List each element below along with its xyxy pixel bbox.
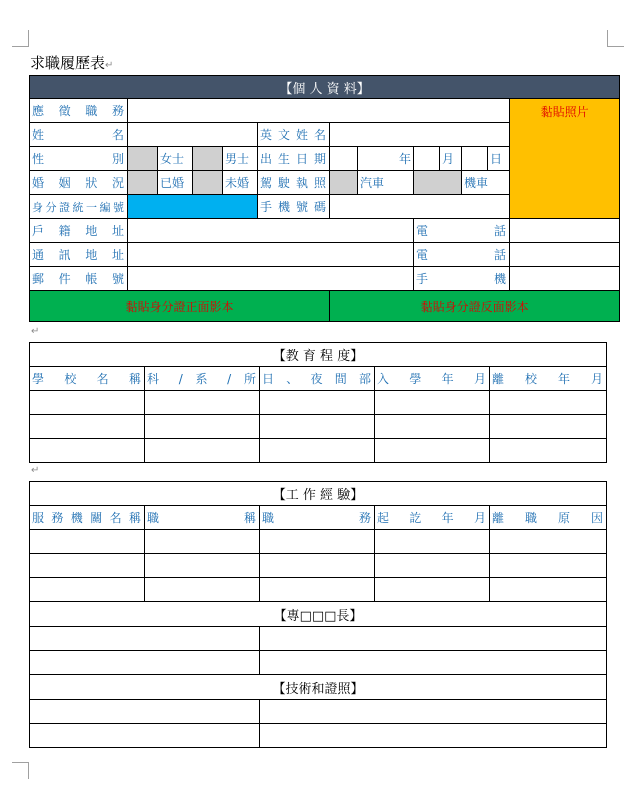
edu-col-leave-date: 離 校 年 月 (490, 367, 607, 391)
document-title-text: 求職履歷表 (30, 54, 106, 72)
married-label: 已婚 (158, 171, 193, 195)
table-cell[interactable] (30, 439, 145, 463)
work-col-duty: 職 務 (260, 506, 375, 530)
table-cell[interactable] (260, 530, 375, 554)
table-cell[interactable] (30, 578, 145, 602)
table-row (30, 578, 607, 602)
table-cell[interactable] (490, 391, 607, 415)
table-cell[interactable] (260, 415, 375, 439)
name-field[interactable] (128, 123, 258, 147)
id-front-label: 黏貼身分證正面影本 (125, 299, 234, 314)
table-row (30, 724, 607, 748)
cell-label: 手 機 (414, 267, 510, 291)
work-col-period: 起 訖 年 月 (375, 506, 490, 530)
table-cell[interactable] (375, 578, 490, 602)
female-checkbox[interactable] (128, 147, 158, 171)
education-table (29, 342, 607, 463)
table-cell[interactable] (490, 578, 607, 602)
table-cell[interactable] (490, 530, 607, 554)
skills-cell[interactable] (260, 724, 607, 748)
email-label: 郵 件 帳 號 (30, 267, 128, 291)
personal-section-header: 【個 人 資 料】 (30, 76, 620, 99)
skills-cell[interactable] (30, 700, 260, 724)
table-cell[interactable] (375, 415, 490, 439)
id-number-label: 身分證統一編號 (30, 195, 128, 219)
education-section-header: 【教 育 程 度】 (30, 343, 607, 367)
table-cell[interactable] (145, 439, 260, 463)
table-cell[interactable] (260, 554, 375, 578)
marital-label: 婚 姻 狀 況 (30, 171, 128, 195)
edu-col-department: 科 / 系 / 所 (145, 367, 260, 391)
table-cell[interactable] (490, 439, 607, 463)
table-cell[interactable] (145, 415, 260, 439)
skills-cell[interactable] (30, 724, 260, 748)
specialty-cell[interactable] (260, 651, 607, 675)
specialty-cell[interactable] (30, 627, 260, 651)
male-label: 男士 (223, 147, 258, 171)
motorcycle-checkbox[interactable] (414, 171, 462, 195)
birth-month-field[interactable] (414, 147, 440, 171)
table-cell[interactable] (375, 391, 490, 415)
female-label: 女士 (158, 147, 193, 171)
id-front-area[interactable] (30, 291, 330, 322)
cell-field[interactable] (510, 267, 620, 291)
specialty-cell[interactable] (260, 627, 607, 651)
mail-address-field[interactable] (128, 243, 414, 267)
table-cell[interactable] (490, 415, 607, 439)
document-title[interactable] (30, 52, 113, 73)
edu-col-school: 學 校 名 稱 (30, 367, 145, 391)
car-label: 汽車 (358, 171, 414, 195)
page-corner-mark (607, 30, 624, 47)
birthday-label: 出 生 日 期 (258, 147, 330, 171)
work-experience-table (29, 481, 607, 748)
car-checkbox[interactable] (330, 171, 358, 195)
id-number-field[interactable] (128, 195, 258, 219)
work-col-organization: 服 務 機 關 名 稱 (30, 506, 145, 530)
birth-month-unit: 月 (440, 147, 462, 171)
personal-info-table (29, 75, 620, 322)
edu-col-enroll-date: 入 學 年 月 (375, 367, 490, 391)
table-cell[interactable] (260, 439, 375, 463)
unmarried-label: 未婚 (223, 171, 258, 195)
table-row (30, 530, 607, 554)
mail-address-label: 通 訊 地 址 (30, 243, 128, 267)
birth-day-unit: 日 (488, 147, 510, 171)
phone2-field[interactable] (510, 243, 620, 267)
table-cell[interactable] (375, 530, 490, 554)
skills-section-header: 【技術和證照】 (30, 675, 607, 700)
phone1-label: 電 話 (414, 219, 510, 243)
registered-address-label: 戶 籍 地 址 (30, 219, 128, 243)
paragraph-mark: ↵ (31, 465, 40, 476)
table-cell[interactable] (30, 391, 145, 415)
mobile-label: 手 機 號 碼 (258, 195, 330, 219)
id-back-label: 黏貼身分證反面影本 (420, 299, 529, 314)
birth-day-field[interactable] (462, 147, 488, 171)
phone1-field[interactable] (510, 219, 620, 243)
table-cell[interactable] (375, 439, 490, 463)
table-row (30, 391, 607, 415)
table-cell[interactable] (30, 415, 145, 439)
birth-year-field[interactable] (330, 147, 358, 171)
registered-address-field[interactable] (128, 219, 414, 243)
table-row (30, 651, 607, 675)
work-col-leave-reason: 離 職 原 因 (490, 506, 607, 530)
work-section-header: 【工 作 經 驗】 (30, 482, 607, 506)
license-label: 駕 駛 執 照 (258, 171, 330, 195)
table-cell[interactable] (30, 530, 145, 554)
table-cell[interactable] (30, 554, 145, 578)
english-name-field[interactable] (330, 123, 510, 147)
table-cell[interactable] (145, 391, 260, 415)
email-field[interactable] (128, 267, 414, 291)
mobile-digits-field[interactable] (330, 195, 510, 219)
table-cell[interactable] (145, 530, 260, 554)
married-checkbox[interactable] (128, 171, 158, 195)
motorcycle-label: 機車 (462, 171, 510, 195)
paragraph-mark: ↵ (105, 60, 114, 71)
page-corner-mark (12, 762, 29, 779)
edu-col-day-night: 日 、 夜 間 部 (260, 367, 375, 391)
table-row (30, 439, 607, 463)
id-back-area[interactable] (330, 291, 620, 322)
skills-cell[interactable] (260, 700, 607, 724)
table-cell[interactable] (145, 554, 260, 578)
birth-year-unit: 年 (358, 147, 414, 171)
gender-label: 性 別 (30, 147, 128, 171)
apply-position-label: 應 徵 職 務 (30, 99, 128, 123)
photo-label: 黏貼照片 (540, 105, 589, 119)
apply-position-field[interactable] (128, 99, 510, 123)
specialty-section-header: 【專□□□長】 (30, 602, 607, 627)
paragraph-mark: ↵ (31, 326, 40, 337)
specialty-cell[interactable] (30, 651, 260, 675)
table-cell[interactable] (490, 554, 607, 578)
table-row (30, 627, 607, 651)
table-cell[interactable] (260, 578, 375, 602)
name-label: 姓 名 (30, 123, 128, 147)
table-row (30, 415, 607, 439)
work-col-title: 職 稱 (145, 506, 260, 530)
page-corner-mark (12, 30, 29, 47)
table-row (30, 700, 607, 724)
table-cell[interactable] (260, 391, 375, 415)
phone2-label: 電 話 (414, 243, 510, 267)
table-cell[interactable] (145, 578, 260, 602)
male-checkbox[interactable] (193, 147, 223, 171)
table-row (30, 554, 607, 578)
table-cell[interactable] (375, 554, 490, 578)
unmarried-checkbox[interactable] (193, 171, 223, 195)
english-name-label: 英 文 姓 名 (258, 123, 330, 147)
photo-area[interactable] (510, 99, 620, 219)
